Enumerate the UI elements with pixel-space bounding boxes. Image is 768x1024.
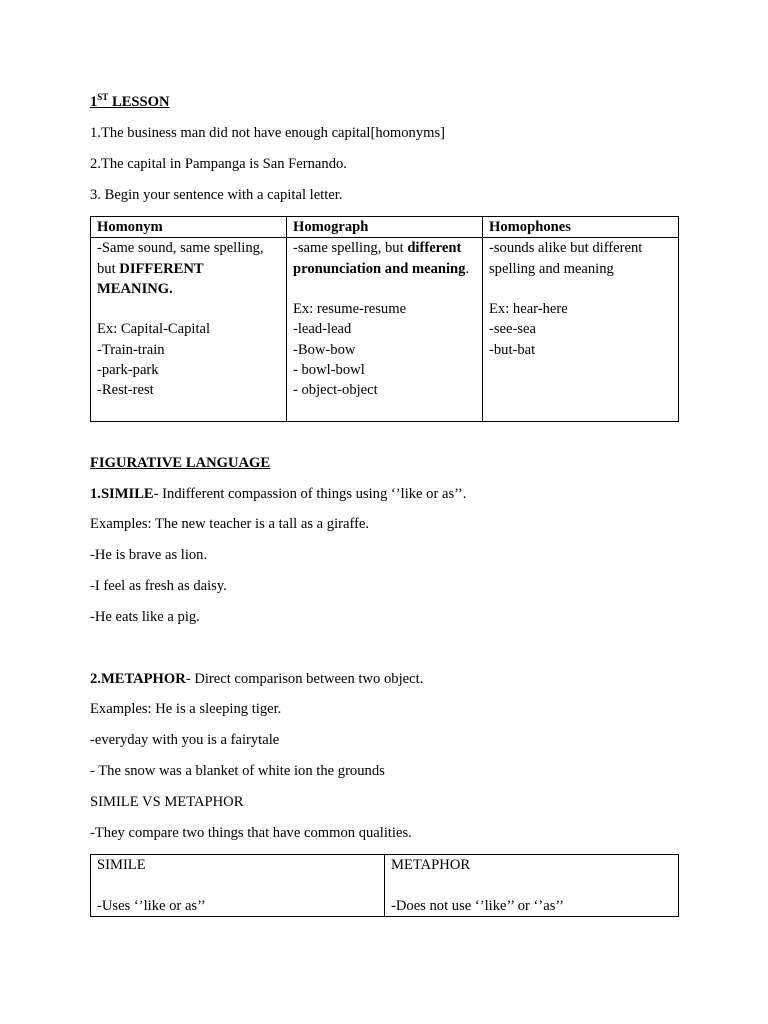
- table-row: [91, 855, 679, 917]
- simile-metaphor-table: [90, 854, 679, 917]
- homophones-definition-1: -sounds alike but different: [489, 240, 643, 257]
- lesson-sentence-1: 1.The business man did not have enough capital[homonyms]: [90, 125, 446, 141]
- simile-heading: SIMILE: [97, 857, 146, 873]
- table-header-row: [91, 217, 679, 238]
- simile-cell: [91, 855, 385, 917]
- simile-rule: -Uses ‘’like or as’’: [97, 897, 206, 914]
- homograph-example: -Bow-bow: [293, 341, 356, 358]
- homonym-definition-2: but DIFFERENT: [97, 260, 204, 277]
- metaphor-rule: -Does not use ‘’like’’ or ‘’as’’: [391, 897, 565, 914]
- homonym-cell: [91, 238, 287, 422]
- simile-vs-metaphor-note: -They compare two things that have common qualities.: [90, 825, 412, 841]
- table-row: [91, 238, 679, 422]
- homophones-example: -see-sea: [489, 321, 536, 338]
- lesson-title: 1ST LESSON: [90, 92, 170, 110]
- metaphor-example: Examples: He is a sleeping tiger.: [90, 701, 282, 717]
- homonym-example: -park-park: [97, 362, 159, 379]
- homophones-cell: [483, 238, 679, 422]
- homograph-example: - object-object: [293, 382, 378, 399]
- lesson-sentence-3: 3. Begin your sentence with a capital letter.: [90, 187, 343, 203]
- metaphor-definition: 2.METAPHOR- Direct comparison between two object.: [90, 671, 424, 687]
- simile-vs-metaphor-title: SIMILE VS METAPHOR: [90, 794, 244, 810]
- metaphor-heading: METAPHOR: [391, 857, 471, 873]
- homograph-example: -lead-lead: [293, 321, 352, 338]
- metaphor-example: -everyday with you is a fairytale: [90, 732, 280, 748]
- word-types-table: [90, 216, 679, 422]
- homograph-cell: [287, 238, 483, 422]
- homophones-example: -but-bat: [489, 341, 536, 358]
- homograph-definition-2: pronunciation and meaning.: [293, 260, 470, 277]
- homonym-example: -Train-train: [97, 341, 165, 358]
- figurative-title: FIGURATIVE LANGUAGE: [90, 455, 271, 471]
- homograph-example: - bowl-bowl: [293, 362, 365, 379]
- homonym-example: Ex: Capital-Capital: [97, 321, 211, 338]
- simile-example: -He is brave as lion.: [90, 547, 208, 563]
- simile-example: -He eats like a pig.: [90, 609, 200, 625]
- header-homograph: Homograph: [287, 217, 483, 238]
- simile-example: Examples: The new teacher is a tall as a giraffe.: [90, 516, 370, 532]
- homograph-definition-1: -same spelling, but different: [293, 240, 462, 257]
- homonym-example: -Rest-rest: [97, 382, 154, 399]
- simile-example: -I feel as fresh as daisy.: [90, 578, 227, 594]
- lesson-sentence-2: 2.The capital in Pampanga is San Fernando.: [90, 156, 347, 172]
- header-homonym: Homonym: [91, 217, 287, 238]
- homograph-example: Ex: resume-resume: [293, 301, 407, 318]
- homonym-definition-1: -Same sound, same spelling,: [97, 240, 264, 257]
- homophones-definition-2: spelling and meaning: [489, 260, 614, 277]
- metaphor-example: - The snow was a blanket of white ion the grounds: [90, 763, 385, 779]
- header-homophones: Homophones: [483, 217, 679, 238]
- homonym-definition-3: MEANING.: [97, 280, 173, 297]
- homophones-example: Ex: hear-here: [489, 301, 568, 318]
- metaphor-cell: [385, 855, 679, 917]
- simile-definition: 1.SIMILE- Indifferent compassion of things using ‘’like or as’’.: [90, 486, 467, 502]
